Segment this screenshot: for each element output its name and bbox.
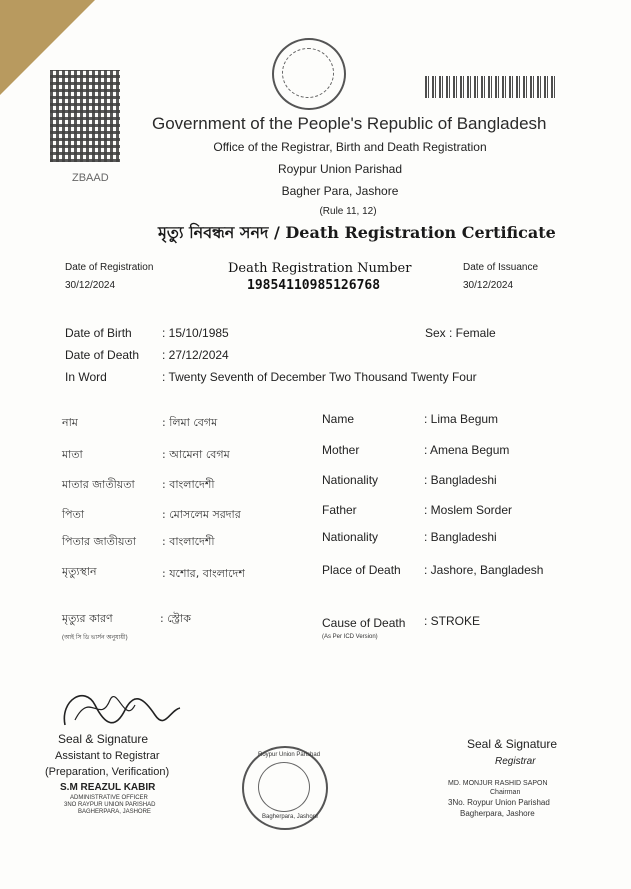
field-father-en-value: : Moslem Sorder (424, 503, 513, 517)
certificate-title: মৃত্যু নিবন্ধন সনদ / Death Registration Certificate (158, 223, 556, 242)
field-father-nationality-en-label: Nationality (322, 530, 379, 544)
registration-date-label: Date of Registration (65, 262, 154, 273)
government-emblem-icon (272, 38, 346, 110)
left-role-sub: (Preparation, Verification) (45, 766, 170, 778)
registration-number-value: 19854110985126768 (247, 278, 381, 293)
field-mother-en-value: : Amena Begum (424, 443, 510, 457)
field-place-bn-label: মৃত্যুস্থান (62, 565, 97, 578)
field-mother-en-label: Mother (322, 443, 360, 457)
issuance-date-label: Date of Issuance (463, 262, 539, 273)
center-seal-top: Roypur Union Parishad (258, 752, 321, 758)
left-role: Assistant to Registrar (55, 750, 160, 762)
barcode-icon (425, 76, 557, 98)
right-line3: Bagherpara, Jashore (460, 809, 535, 818)
cause-en-sub: (As Per ICD Version) (322, 634, 378, 640)
center-seal-bottom: Bagherpara, Jashore (262, 814, 319, 820)
dob-label: Date of Birth (65, 326, 132, 340)
signature-scribble-icon (55, 680, 185, 735)
inword-value: : Twenty Seventh of December Two Thousand Twenty Four (162, 370, 477, 384)
field-father-nationality-bn-label: পিতার জাতীয়তা (62, 535, 136, 548)
right-seal-label: Seal & Signature (467, 737, 558, 751)
field-mother-bn-value: : আমেনা বেগম (162, 448, 230, 461)
union-parishad-seal-icon (242, 746, 328, 830)
dod-value: : 27/12/2024 (162, 348, 229, 362)
dob-value: : 15/10/1985 (162, 326, 229, 340)
field-place-en-value: : Jashore, Bangladesh (424, 563, 544, 577)
field-mother-nationality-bn-label: মাতার জাতীয়তা (62, 478, 135, 491)
field-name-bn-label: নাম (62, 416, 78, 429)
left-seal-label: Seal & Signature (58, 732, 149, 746)
field-father-bn-value: : মোসলেম সরদার (162, 508, 241, 521)
field-mother-nationality-bn-value: : বাংলাদেশী (162, 478, 215, 491)
field-mother-nationality-en-value: : Bangladeshi (424, 473, 497, 487)
qr-caption: ZBAAD (72, 172, 109, 184)
field-father-nationality-en-value: : Bangladeshi (424, 530, 497, 544)
field-mother-nationality-en-label: Nationality (322, 473, 379, 487)
right-role: Registrar (495, 756, 536, 767)
field-place-bn-value: : যশোর, বাংলাদেশ (162, 567, 245, 580)
field-mother-bn-label: মাতা (62, 448, 83, 461)
left-line3: BAGHERPARA, JASHORE (78, 809, 151, 815)
rule-text: (Rule 11, 12) (319, 206, 377, 217)
cause-bn-sub: (আই সি ডি ভার্সন অনুযায়ী) (62, 635, 128, 641)
cause-bn-label: মৃত্যুর কারণ (62, 612, 113, 625)
government-title: Government of the People's Republic of Bangladesh (152, 114, 547, 133)
field-father-nationality-bn-value: : বাংলাদেশী (162, 535, 215, 548)
field-name-bn-value: : লিমা বেগম (162, 416, 218, 429)
cause-bn-value: : স্ট্রোক (160, 612, 191, 625)
union-title: Roypur Union Parishad (277, 162, 403, 176)
field-father-en-label: Father (322, 503, 357, 517)
sex-text: Sex : Female (425, 326, 496, 340)
field-place-en-label: Place of Death (322, 563, 401, 577)
office-title: Office of the Registrar, Birth and Death Registration (213, 140, 487, 154)
right-name: MD. MONJUR RASHID SAPON (448, 780, 548, 787)
right-line2: 3No. Roypur Union Parishad (448, 798, 550, 807)
field-name-en-label: Name (322, 412, 355, 426)
left-line2: 3NO RAYPUR UNION PARISHAD (64, 802, 156, 808)
inword-label: In Word (65, 370, 107, 384)
issuance-date-value: 30/12/2024 (463, 280, 514, 291)
registration-number-label: Death Registration Number (228, 261, 412, 276)
cause-en-value: : STROKE (424, 614, 481, 628)
field-name-en-value: : Lima Begum (424, 412, 499, 426)
left-line1: ADMINISTRATIVE OFFICER (70, 795, 148, 801)
field-father-bn-label: পিতা (62, 508, 85, 521)
cause-en-label: Cause of Death (322, 616, 406, 630)
dod-label: Date of Death (65, 348, 140, 362)
left-name: S.M REAZUL KABIR (60, 782, 156, 793)
location-title: Bagher Para, Jashore (281, 184, 399, 198)
right-line1: Chairman (490, 789, 521, 796)
registration-date-value: 30/12/2024 (65, 280, 116, 291)
